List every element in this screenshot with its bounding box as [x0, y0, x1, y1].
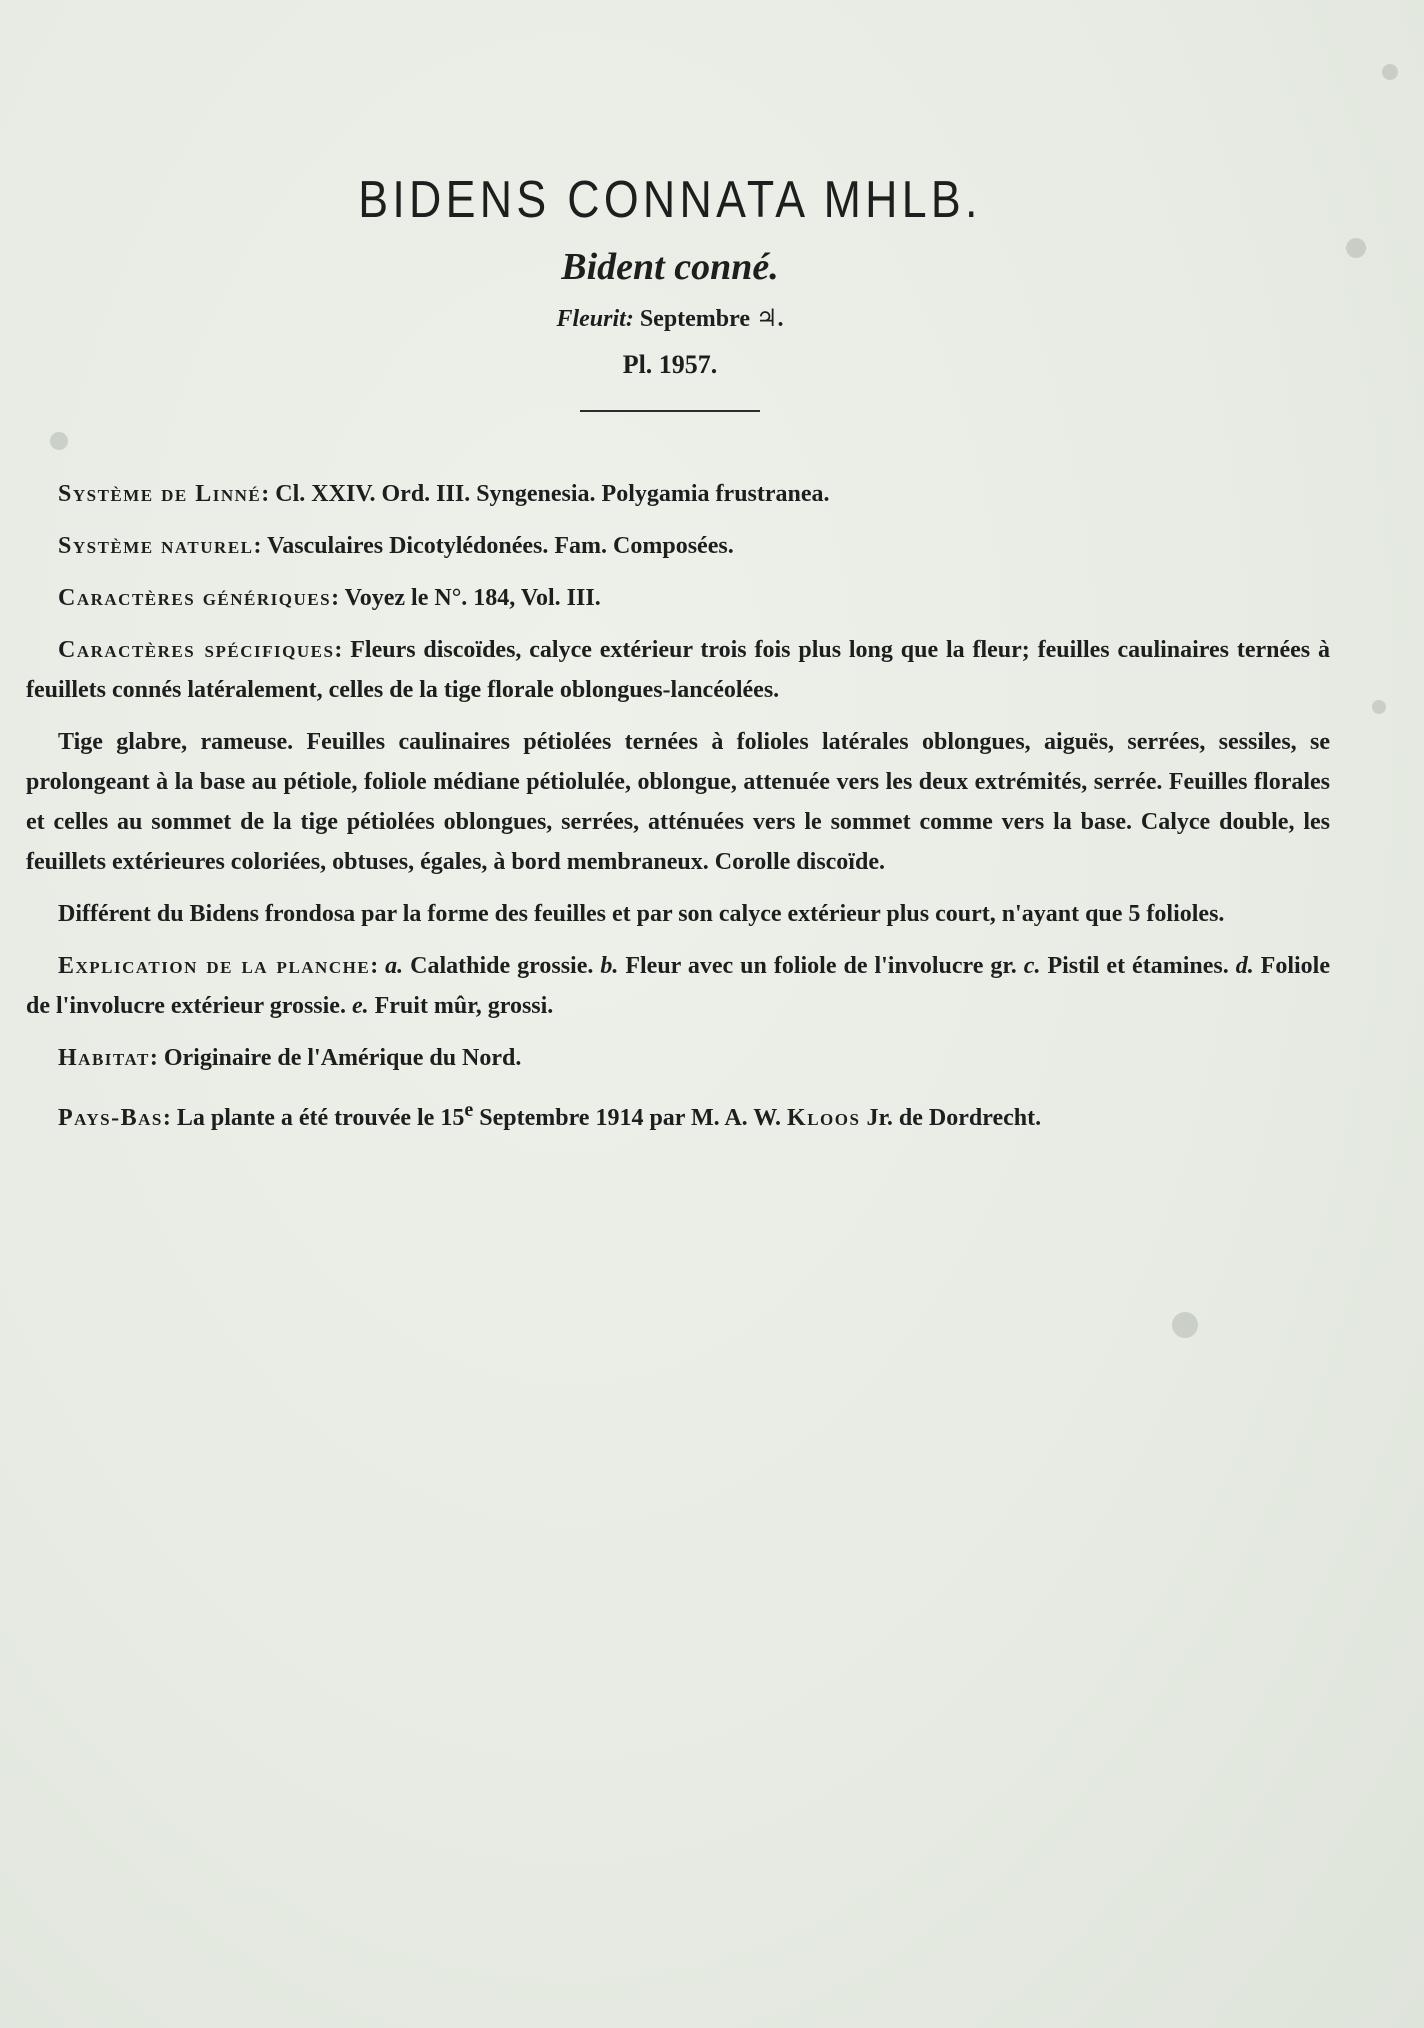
- comparison-paragraph: Différent du Bidens frondosa par la forme des feuilles et par son calyce extérieur plus court, n'ayant que 5 folioles.: [58, 901, 1225, 927]
- page-title: BIDENS CONNATA MHLB.: [358, 171, 982, 229]
- expl-letter-b: b.: [600, 953, 619, 979]
- specifiques-section: [26, 630, 1330, 710]
- habitat-text: : Originaire de l'Amérique du Nord.: [149, 1045, 522, 1071]
- paysbas-name: Kloos: [787, 1105, 861, 1131]
- paysbas-text-3: Jr. de Dordrecht.: [860, 1105, 1042, 1131]
- explication-section: [26, 946, 1330, 1026]
- paysbas-sup: e: [464, 1099, 474, 1121]
- page-subtitle: Bident conné.: [561, 246, 779, 288]
- expl-text-d: Foliole de l'involucre extérieur grossie.: [26, 953, 1330, 1019]
- naturel-section: [26, 526, 1330, 566]
- paysbas-section: [26, 1090, 1330, 1138]
- explication-label: Explication de la planche: [58, 953, 371, 979]
- plate-number: Pl. 1957.: [622, 350, 718, 379]
- expl-text-a: Calathide grossie.: [403, 953, 601, 979]
- description-paragraph: Tige glabre, rameuse. Feuilles caulinaires pétiolées ternées à folioles latérales oblongues, aiguës, serrées, sessiles, se prolongeant à la base au pétiole, foliole médiane pétiolulée, oblongue, attenuée vers les deux extrémités, serrée. Feuilles florales et celles au sommet de la tige pétiolées oblongues, serrées, atténuées vers le sommet comme vers la base. Calyce double, les feuillets extérieures coloriées, obtuses, égales, à bord membraneux. Corolle discoïde.: [26, 729, 1330, 875]
- paysbas-text-2: Septembre 1914 par M. A. W.: [473, 1105, 788, 1131]
- paysbas-label: Pays-Bas: [58, 1105, 163, 1131]
- expl-letter-d: d.: [1235, 953, 1254, 979]
- habitat-label: Habitat: [58, 1045, 150, 1071]
- expl-letter-c: c.: [1023, 953, 1041, 979]
- expl-letter-a: a.: [385, 953, 404, 979]
- expl-text-e: Fruit mûr, grossi.: [368, 993, 554, 1019]
- linne-section: [26, 474, 1330, 514]
- naturel-label: Système naturel: [58, 533, 254, 559]
- linne-label: Système de Linné: [58, 481, 262, 507]
- paper-spot: [50, 432, 68, 450]
- linne-text: : Cl. XXIV. Ord. III. Syngenesia. Polygamia frustranea.: [261, 481, 830, 507]
- expl-letter-e: e.: [351, 993, 369, 1019]
- habitat-section: [26, 1038, 1330, 1078]
- generiques-label: Caractères génériques: [58, 585, 332, 611]
- expl-text-c: Pistil et étamines.: [1040, 953, 1236, 979]
- document-body: [26, 474, 1330, 1150]
- expl-text-b: Fleur avec un foliole de l'involucre gr.: [618, 953, 1024, 979]
- divider: [580, 410, 760, 412]
- paysbas-text-1: : La plante a été trouvée le 15: [162, 1105, 465, 1131]
- explication-sep: :: [370, 953, 386, 979]
- generiques-section: [26, 578, 1330, 618]
- specifiques-label: Caractères spécifiques: [58, 637, 335, 663]
- page-header: [0, 168, 1340, 412]
- paper-spot: [1382, 64, 1398, 80]
- flowering-value: Septembre ♃.: [639, 306, 784, 332]
- paper-spot: [1172, 1312, 1198, 1338]
- paper-spot: [1346, 238, 1366, 258]
- flowering-label: Fleurit:: [556, 306, 634, 332]
- paper-spot: [1372, 700, 1386, 714]
- flowering-line: [0, 302, 1340, 336]
- naturel-text: : Vasculaires Dicotylédonées. Fam. Composées.: [253, 533, 734, 559]
- generiques-text: : Voyez le N°. 184, Vol. III.: [331, 585, 601, 611]
- specifiques-text: : Fleurs discoïdes, calyce extérieur trois fois plus long que la fleur; feuilles caulinaires ternées à feuillets connés latéralement, celles de la tige florale oblongues-lancéolées.: [26, 637, 1330, 703]
